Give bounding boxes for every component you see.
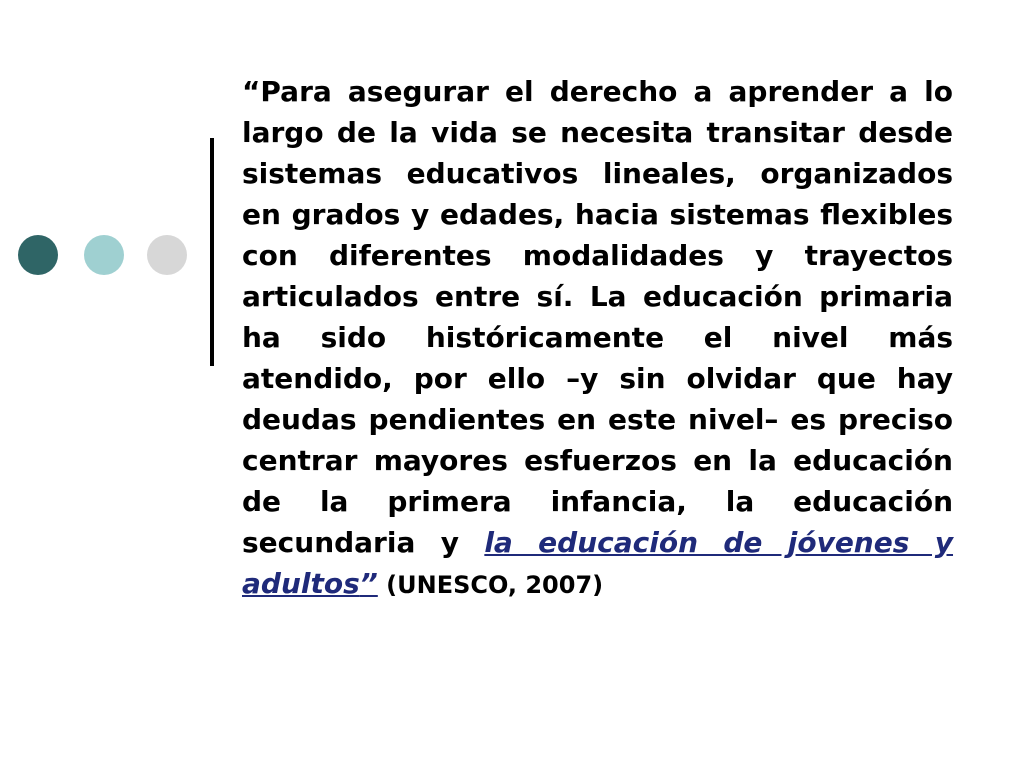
quote-highlight: la educación de jóvenes y adultos <box>242 526 954 600</box>
decorative-dot-dark <box>18 235 58 275</box>
quote-text: “Para asegurar el derecho a aprender a lo largo de la vida se necesita transitar desde sistemas educativos lineales, organizados en grados y edades, hacia sistemas flexibles con diferentes modalidades y trayectos articulados entre sí. La educación primaria ha sido históricamente el nivel más atendido, por ello –y sin olvidar que hay deudas pendientes en este nivel– es preciso centrar mayores esfuerzos en la educación de la primera infancia, la educación secundaria y <box>242 75 953 559</box>
closing-quote-mark: ” <box>359 567 378 600</box>
decorative-dot-teal <box>84 235 124 275</box>
citation: (UNESCO, 2007) <box>377 571 604 599</box>
decorative-dot-gray <box>147 235 187 275</box>
quote-paragraph <box>242 71 953 606</box>
vertical-divider <box>210 138 214 366</box>
